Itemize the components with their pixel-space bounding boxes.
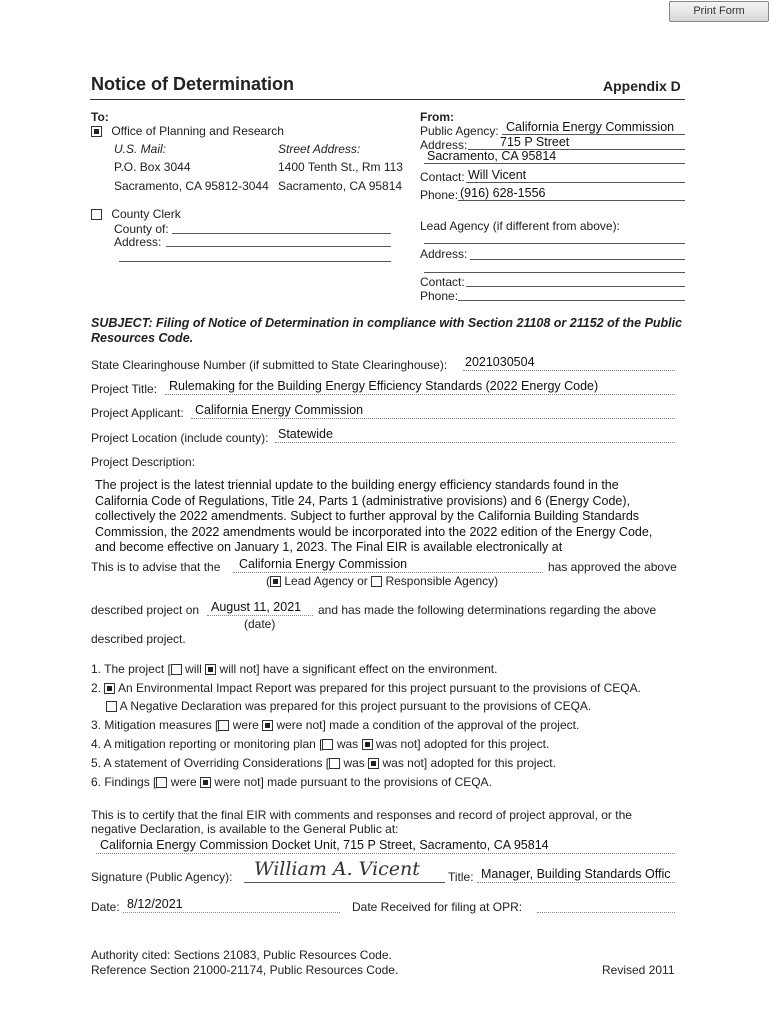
date-caption: (date): [244, 617, 276, 631]
project-description-text[interactable]: The project is the latest triennial update to the building energy efficiency standards found in the California Code of Regulations, Title 24, Parts 1 (administrative provisions) and 6 (Energy Code), collectively the 2022 amendments. Subject to further approval by the California Building Standards Commission, the 2022 amendments would be incorporated into the 2022 edition of the Energy Code, and become effective on January 1, 2023. The Final EIR is available electronically at: [95, 478, 653, 554]
county-of-field[interactable]: [172, 233, 391, 234]
eir-checkbox[interactable]: [104, 683, 115, 694]
monitoring-was-not-checkbox[interactable]: [362, 739, 373, 750]
project-applicant-field[interactable]: California Energy Commission: [191, 403, 675, 419]
appendix-label: Appendix D: [603, 78, 681, 94]
certify-line-2: negative Declaration, is available to the General Public at:: [91, 822, 399, 836]
advise-agency-field[interactable]: California Energy Commission: [233, 557, 543, 573]
po-box: P.O. Box 3044: [114, 160, 191, 174]
advise-suffix: has approved the above: [548, 560, 677, 574]
sch-label: State Clearinghouse Number (if submitted to State Clearinghouse):: [91, 358, 448, 372]
described-suffix: and has made the following determinations regarding the above: [318, 603, 657, 617]
reference-section: Reference Section 21000-21174, Public Resources Code.: [91, 963, 399, 977]
certify-line-1: This is to certify that the final EIR with comments and responses and record of project approval, or the: [91, 808, 632, 822]
responsible-agency-option-label: Responsible Agency): [385, 574, 499, 588]
signature-field[interactable]: [244, 858, 445, 883]
lead-address-field[interactable]: [470, 259, 685, 260]
subject-line-2: Resources Code.: [91, 331, 194, 345]
lead-contact-label: Contact:: [420, 275, 465, 289]
negative-declaration-checkbox[interactable]: [106, 701, 117, 712]
overriding-was-checkbox[interactable]: [329, 758, 340, 769]
signature-date-field[interactable]: 8/12/2021: [123, 897, 340, 913]
county-address-field[interactable]: [166, 246, 391, 247]
authority-cited: Authority cited: Sections 21083, Public Resources Code.: [91, 948, 392, 962]
from-address-field[interactable]: 715 P Street: [468, 135, 685, 150]
county-address-field-2[interactable]: [119, 261, 391, 262]
project-title-field[interactable]: Rulemaking for the Building Energy Efficiency Standards (2022 Energy Code): [165, 379, 675, 395]
signature-image: William A. Vicent: [254, 858, 420, 880]
project-description-label: Project Description:: [91, 455, 196, 469]
opr-row: [91, 124, 284, 138]
approval-date-field[interactable]: August 11, 2021: [207, 600, 313, 616]
title-field[interactable]: Manager, Building Standards Offic: [477, 867, 675, 883]
public-agency-label: Public Agency:: [420, 124, 499, 138]
determination-3: 3. Mitigation measures [ were were not] made a condition of the approval of the project.: [91, 718, 580, 732]
project-title-label: Project Title:: [91, 382, 158, 396]
lead-agency-checkbox[interactable]: [270, 576, 281, 587]
lead-address-field-2[interactable]: [424, 272, 685, 273]
opr-label: Office of Planning and Research: [111, 124, 284, 138]
revised-label: Revised 2011: [602, 963, 675, 977]
date-label: Date:: [91, 900, 120, 914]
overriding-was-not-checkbox[interactable]: [368, 758, 379, 769]
us-mail-label: U.S. Mail:: [114, 142, 167, 156]
will-not-checkbox[interactable]: [205, 664, 216, 675]
described-project: described project.: [91, 632, 186, 646]
contact-label: Contact:: [420, 170, 465, 184]
determination-6: 6. Findings [ were were not] made pursuant to the provisions of CEQA.: [91, 775, 492, 789]
monitoring-was-checkbox[interactable]: [322, 739, 333, 750]
phone-field[interactable]: (916) 628-1556: [458, 186, 685, 201]
advise-prefix: This is to advise that the: [91, 560, 221, 574]
sch-field[interactable]: 2021030504: [463, 355, 675, 371]
determination-5: 5. A statement of Overriding Considerations [ was was not] adopted for this project.: [91, 756, 556, 770]
lead-agency-label: Lead Agency (if different from above):: [420, 219, 620, 233]
project-location-field[interactable]: Statewide: [275, 427, 675, 443]
contact-field[interactable]: Will Vicent: [466, 168, 685, 183]
lead-phone-field[interactable]: [458, 300, 685, 301]
mitigation-were-not-checkbox[interactable]: [262, 720, 273, 731]
mitigation-were-checkbox[interactable]: [218, 720, 229, 731]
described-prefix: described project on: [91, 603, 200, 617]
determination-1: 1. The project [ will will not] have a significant effect on the environment.: [91, 662, 498, 676]
county-of-label: County of:: [114, 222, 169, 236]
lead-address-label: Address:: [420, 247, 468, 261]
county-clerk-label: County Clerk: [111, 207, 181, 221]
agency-type-row: ( Lead Agency or Responsible Agency): [266, 574, 499, 588]
to-label: To:: [91, 110, 109, 124]
subject-line-1: SUBJECT: Filing of Notice of Determination in compliance with Section 21108 or 21152 of the Public: [91, 316, 683, 330]
project-applicant-label: Project Applicant:: [91, 406, 184, 420]
from-address-field-2[interactable]: Sacramento, CA 95814: [424, 149, 685, 164]
project-location-label: Project Location (include county):: [91, 431, 269, 445]
title-divider: [90, 99, 685, 100]
page-title: Notice of Determination: [91, 74, 295, 94]
findings-were-not-checkbox[interactable]: [200, 777, 211, 788]
print-form-button[interactable]: Print Form: [669, 1, 769, 22]
determination-2b: A Negative Declaration was prepared for this project pursuant to the provisions of CEQA.: [106, 699, 591, 713]
street-address: 1400 Tenth St., Rm 113: [278, 160, 403, 174]
responsible-agency-checkbox[interactable]: [371, 576, 382, 587]
lead-phone-label: Phone:: [420, 289, 459, 303]
phone-label: Phone:: [420, 188, 459, 202]
lead-contact-field[interactable]: [466, 286, 685, 287]
mail-city: Sacramento, CA 95812-3044: [114, 179, 269, 193]
county-address-label: Address:: [114, 235, 162, 249]
received-label: Date Received for filing at OPR:: [352, 900, 523, 914]
received-date-field[interactable]: [537, 897, 675, 913]
eir-location-field[interactable]: California Energy Commission Docket Unit, 715 P Street, Sacramento, CA 95814: [96, 838, 675, 854]
county-clerk-checkbox[interactable]: [91, 209, 102, 220]
street-city: Sacramento, CA 95814: [278, 179, 403, 193]
opr-checkbox[interactable]: [91, 126, 102, 137]
lead-agency-option-label: Lead Agency or: [284, 574, 368, 588]
determination-2: 2. An Environmental Impact Report was prepared for this project pursuant to the provisions of CEQA.: [91, 681, 641, 695]
determination-4: 4. A mitigation reporting or monitoring plan [ was was not] adopted for this project.: [91, 737, 550, 751]
title-label: Title:: [448, 870, 474, 884]
public-agency-field[interactable]: California Energy Commission: [502, 120, 685, 135]
county-clerk-row: [91, 207, 181, 221]
lead-agency-field[interactable]: [424, 243, 685, 244]
from-address-label: Address:: [420, 138, 468, 152]
will-checkbox[interactable]: [171, 664, 182, 675]
signature-label: Signature (Public Agency):: [91, 870, 233, 884]
street-address-label: Street Address:: [278, 142, 361, 156]
findings-were-checkbox[interactable]: [156, 777, 167, 788]
from-label: From:: [420, 110, 454, 124]
